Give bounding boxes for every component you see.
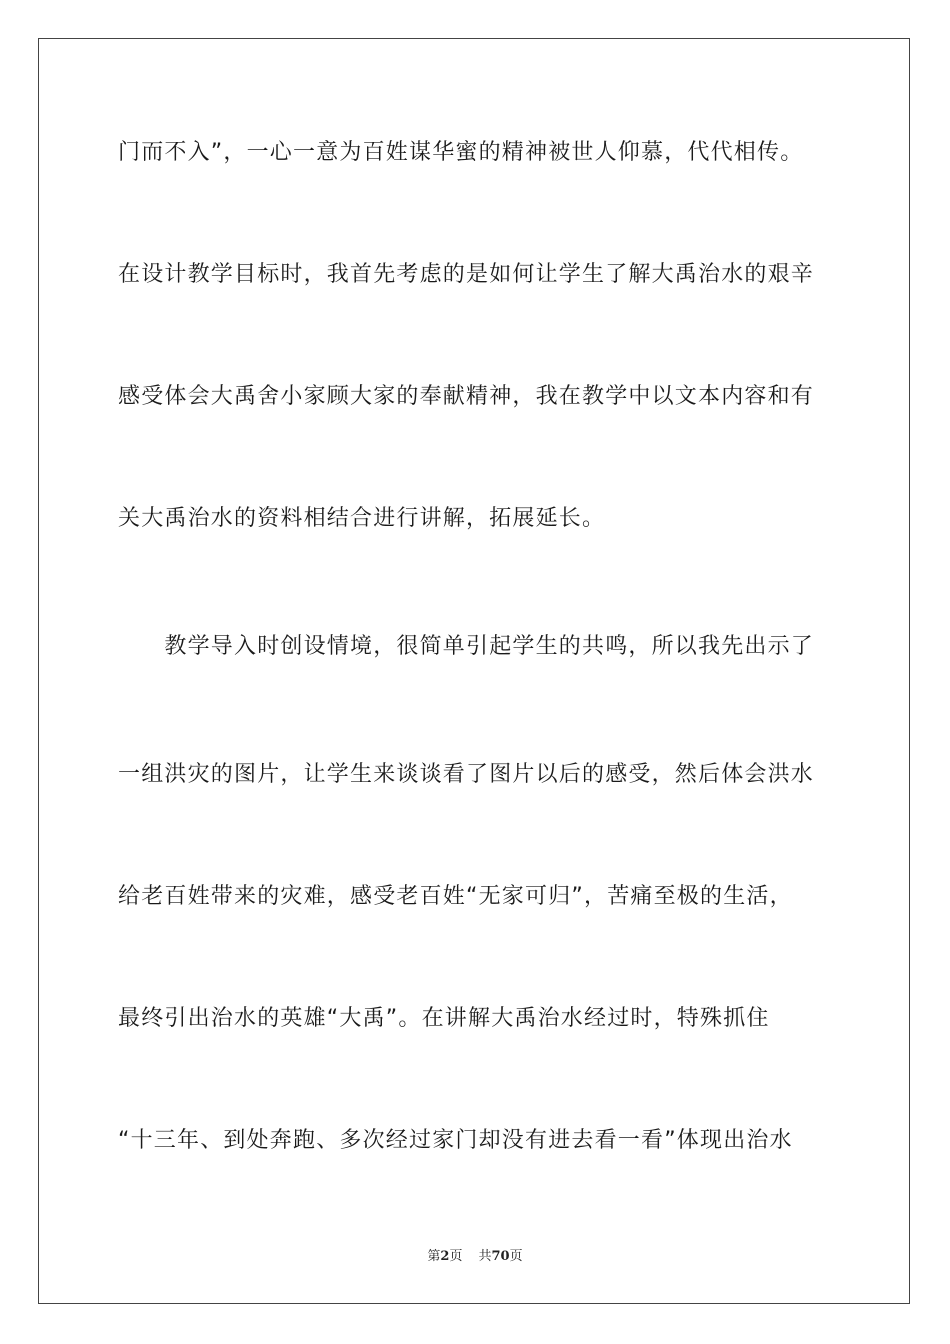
page-footer — [0, 1248, 950, 1266]
text-line-5: 教学导入时创设情境，很简单引起学生的共鸣，所以我先出示了 — [118, 634, 815, 659]
text-line-6: 一组洪灾的图片，让学生来谈谈看了图片以后的感受，然后体会洪水 — [118, 762, 815, 787]
total-pages: 70 — [491, 1249, 510, 1264]
text-line-8: 最终引出治水的英雄“大禹”。在讲解大禹治水经过时，特殊抓住 — [118, 1006, 770, 1031]
text-line-3: 感受体会大禹舍小家顾大家的奉献精神，我在教学中以文本内容和有 — [118, 384, 815, 409]
page-number: 2 — [440, 1249, 450, 1264]
text-line-1: 门而不入”，一心一意为百姓谋华蜜的精神被世人仰慕，代代相传。 — [118, 140, 804, 165]
page-prefix: 第 — [427, 1249, 441, 1264]
text-line-4: 关大禹治水的资料相结合进行讲解，拓展延长。 — [118, 506, 606, 531]
text-line-2: 在设计教学目标时，我首先考虑的是如何让学生了解大禹治水的艰辛 — [118, 262, 815, 287]
text-line-9: “十三年、到处奔跑、多次经过家门却没有进去看一看”体现出治水 — [118, 1128, 793, 1153]
text-line-7: 给老百姓带来的灾难，感受老百姓“无家可归”，苦痛至极的生活， — [118, 884, 793, 909]
total-suffix: 页 — [509, 1249, 523, 1264]
page-border — [38, 38, 910, 1304]
total-prefix: 共 — [478, 1249, 492, 1264]
page-suffix: 页 — [449, 1249, 463, 1264]
